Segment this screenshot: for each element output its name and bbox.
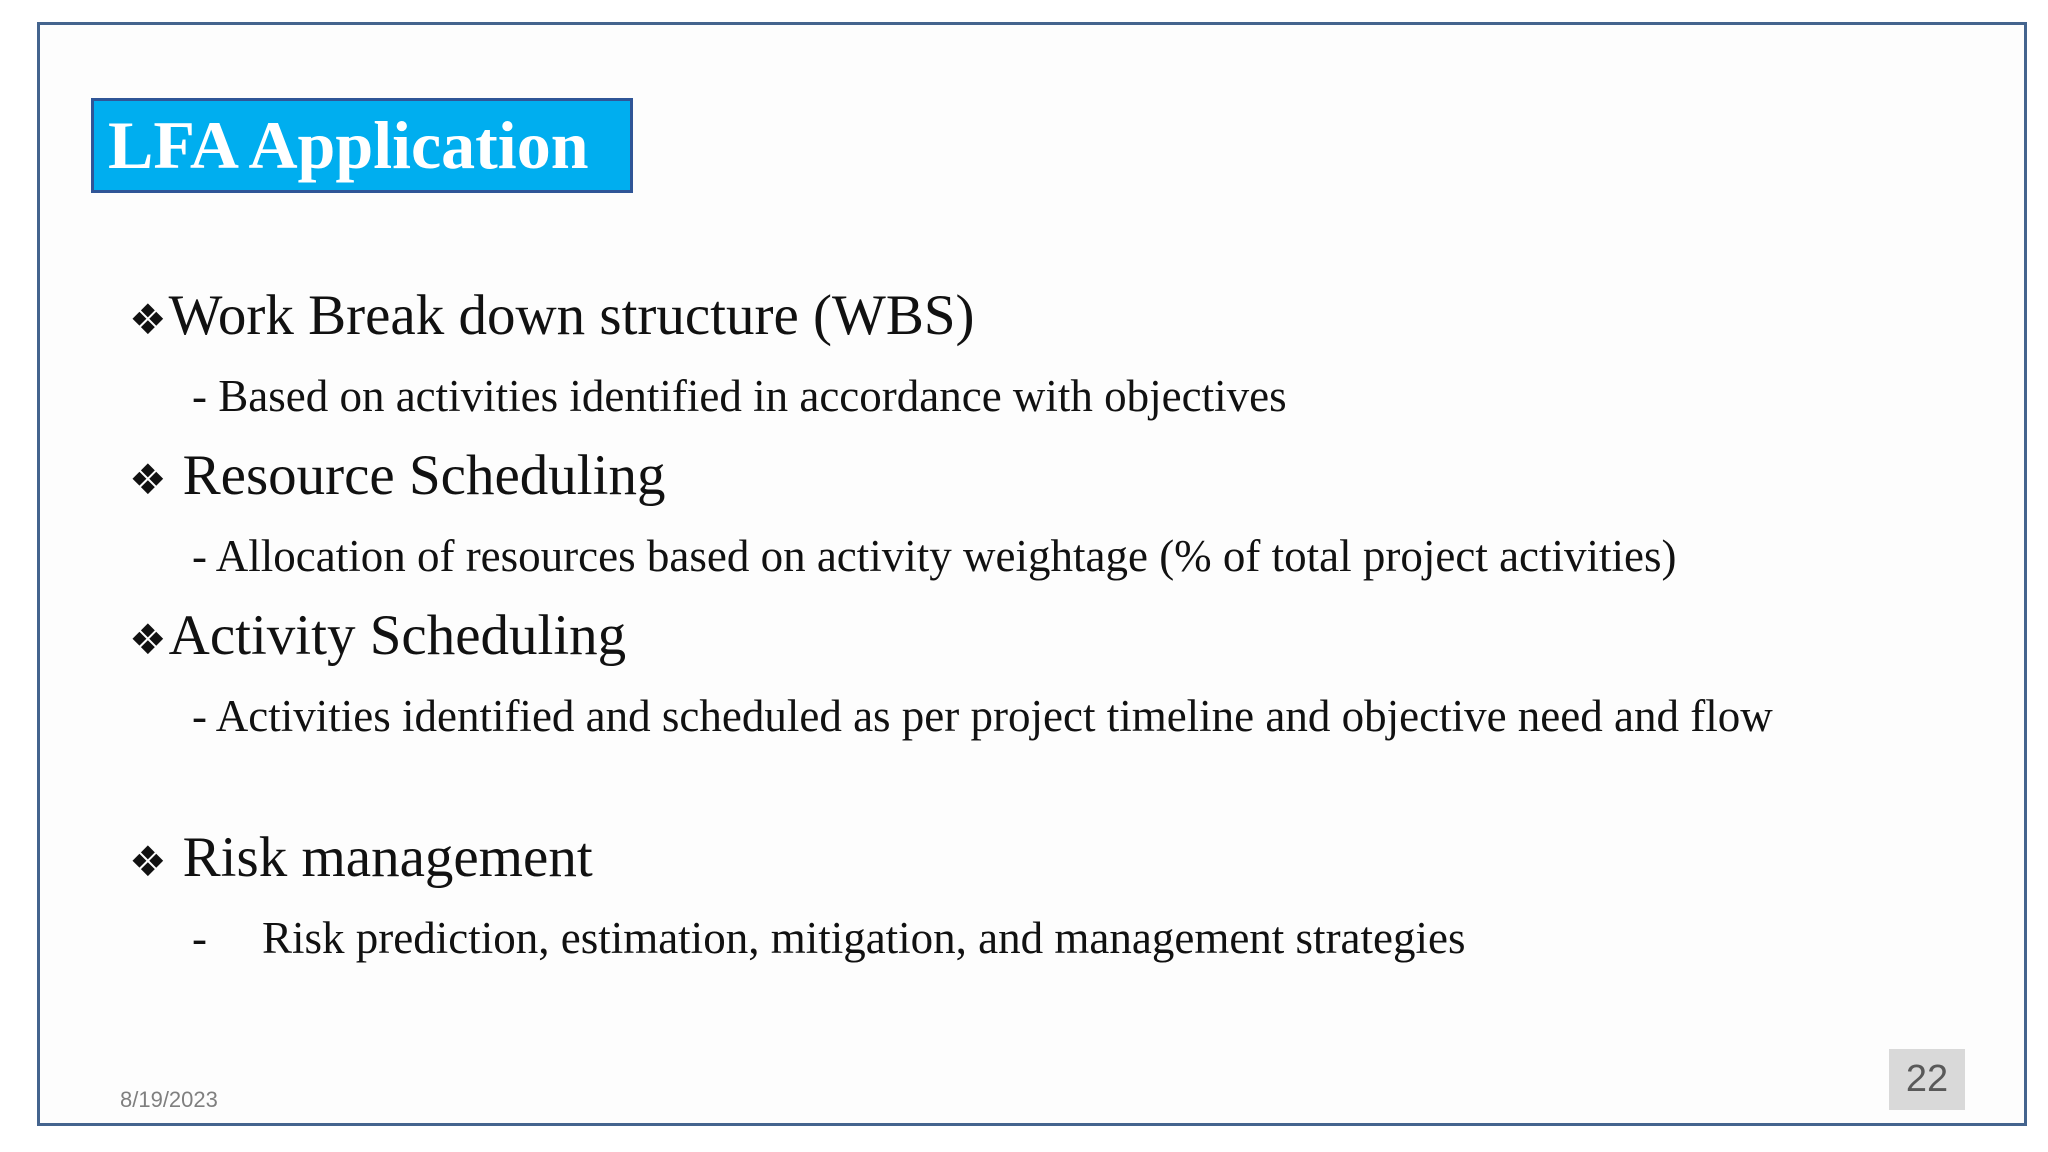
slide-title: LFA Application	[91, 98, 633, 193]
diamond-bullet-icon: ❖	[129, 837, 167, 886]
bullet-detail: - Activities identified and scheduled as per project timeline and objective need and flow	[192, 691, 1773, 741]
bullet-detail: - Based on activities identified in accordance with objectives	[192, 371, 1287, 421]
bullet-detail	[192, 907, 1972, 969]
bullet-heading: Work Break down structure (WBS)	[168, 284, 975, 347]
bullet-heading: Risk management	[182, 826, 593, 889]
bullet-wbs	[129, 283, 975, 348]
detail-text: Risk prediction, estimation, mitigation, and management strategies	[262, 913, 1466, 963]
slide-date: 8/19/2023	[120, 1087, 218, 1112]
bullet-activity-scheduling	[129, 603, 626, 668]
bullet-heading: Activity Scheduling	[168, 604, 627, 667]
slide	[37, 22, 2027, 1126]
page-number: 22	[1889, 1049, 1965, 1110]
diamond-bullet-icon: ❖	[129, 295, 167, 344]
bullet-risk-management	[129, 825, 593, 890]
diamond-bullet-icon: ❖	[129, 615, 167, 664]
bullet-heading: Resource Scheduling	[182, 444, 666, 507]
detail-dash: -	[192, 913, 207, 963]
bullet-resource-scheduling	[129, 443, 665, 508]
bullet-detail: - Allocation of resources based on activity weightage (% of total project activities)	[192, 531, 1677, 581]
diamond-bullet-icon: ❖	[129, 455, 167, 504]
